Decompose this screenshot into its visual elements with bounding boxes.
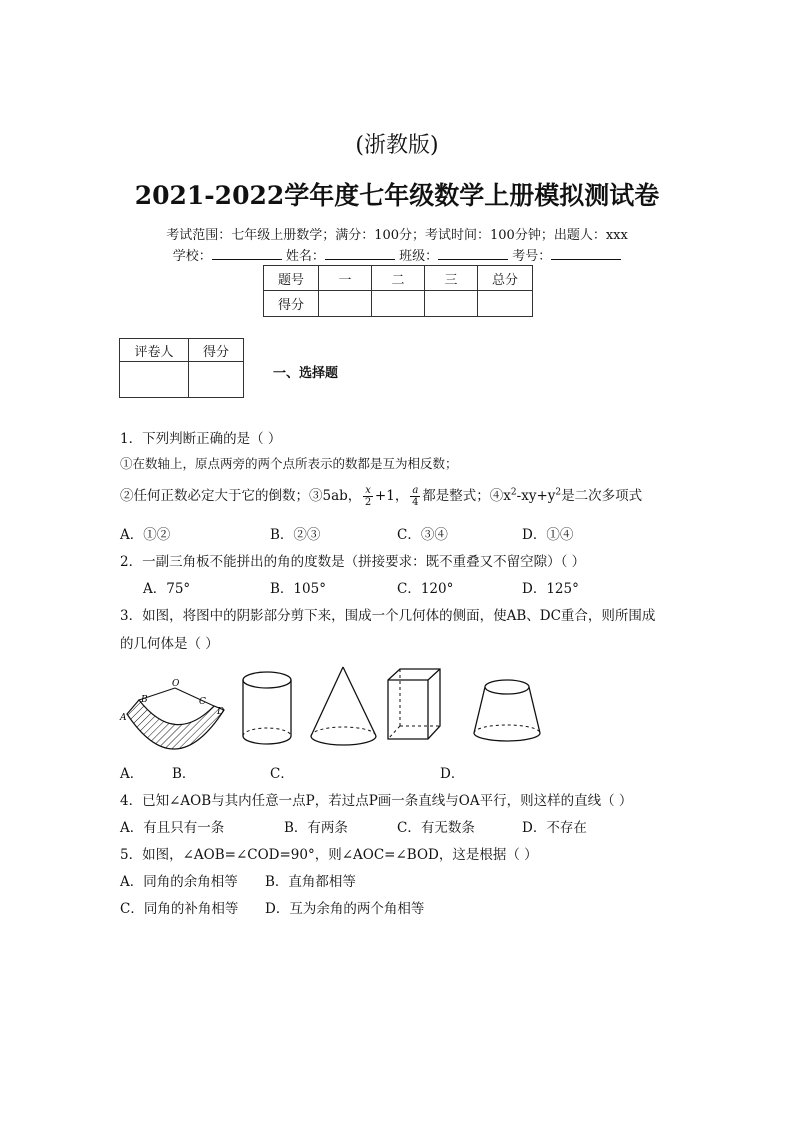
frac2-denominator: 4 <box>412 497 419 508</box>
label-a: A <box>120 713 127 723</box>
shaded-ring-region <box>127 700 224 749</box>
q1-line2-a: ②任何正数必定大于它的倒数；③5ab， <box>120 488 362 504</box>
score-table-header-row <box>264 266 533 291</box>
prism-figure <box>385 666 445 746</box>
score-header-cell: 一 <box>319 266 372 291</box>
q3-stem-line1: 3．如图，将图中的阴影部分剪下来，围成一个几何体的侧面，使AB、DC重合，则所围成 <box>120 608 656 624</box>
grader-header-row <box>120 339 244 362</box>
grader-header-cell: 评卷人 <box>120 339 189 362</box>
score-header-cell: 题号 <box>264 266 319 291</box>
score-table-score-row <box>264 291 533 317</box>
q1-line2-b: 都是整式；④x <box>422 488 511 504</box>
frac1-denominator: 2 <box>364 497 372 508</box>
q1-line2 <box>120 484 642 508</box>
score-table <box>263 265 533 317</box>
q4-option-a[interactable]: A．有且只有一条 <box>120 820 225 836</box>
q2-option-b[interactable]: B．105° <box>270 581 326 597</box>
q4-option-b[interactable]: B．有两条 <box>284 820 348 836</box>
cone-figure <box>307 664 382 749</box>
q5-option-a[interactable]: A．同角的余角相等 <box>120 874 238 890</box>
label-o: O <box>172 679 180 689</box>
q1-option-c[interactable]: C．③④ <box>397 527 448 543</box>
q1-line1: ①在数轴上，原点两旁的两个点所表示的数都是互为相反数； <box>120 456 458 471</box>
fraction-a-over-4 <box>410 485 420 508</box>
q4-option-c[interactable]: C．有无数条 <box>397 820 475 836</box>
frustum-figure <box>470 677 550 747</box>
q1-line2-d: 是二次多项式 <box>561 488 643 504</box>
exam-title: 2021-2022学年度七年级数学上册模拟测试卷 <box>134 181 660 210</box>
q2-option-c[interactable]: C．120° <box>397 581 454 597</box>
label-b: B <box>141 695 148 705</box>
q3-option-d[interactable]: D． <box>440 766 465 782</box>
score-cell[interactable] <box>319 291 372 317</box>
q4-stem: 4．已知∠AOB与其内任意一点P，若过点P画一条直线与OA平行，则这样的直线（ ） <box>120 793 633 809</box>
annular-sector-figure <box>117 676 237 756</box>
student-fields <box>0 245 794 264</box>
q1-stem: 1．下列判断正确的是（ ） <box>120 431 282 447</box>
score-header-cell: 三 <box>425 266 478 291</box>
cylinder-figure <box>240 670 300 750</box>
score-cell[interactable] <box>425 291 478 317</box>
q5-stem: 5．如图，∠AOB=∠COD=90°，则∠AOC=∠BOD，这是根据（ ） <box>120 847 538 863</box>
fraction-x-over-2 <box>363 485 373 508</box>
frac2-numerator: a <box>412 485 419 496</box>
grader-cell[interactable] <box>120 362 189 398</box>
edition-label: (浙教版) <box>355 133 439 158</box>
q1-line2-c: -xy+y <box>516 488 556 504</box>
q2-stem: 2．一副三角板不能拼出的角的度数是（拼接要求：既不重叠又不留空隙）（ ） <box>120 554 586 570</box>
school-blank[interactable] <box>212 247 282 260</box>
frac1-numerator: x <box>365 485 371 496</box>
q4-option-d[interactable]: D．不存在 <box>522 820 587 836</box>
grader-input-row <box>120 362 244 398</box>
q5-option-c[interactable]: C．同角的补角相等 <box>120 901 239 917</box>
q3-option-b[interactable]: B． <box>172 766 196 782</box>
grader-table <box>119 338 244 398</box>
grader-header-cell: 得分 <box>189 339 244 362</box>
exam-number-label: 考号： <box>512 249 552 264</box>
q3-stem-line2: 的几何体是（ ） <box>120 636 219 652</box>
class-label: 班级： <box>399 249 439 264</box>
q2-option-a[interactable]: A．75° <box>143 581 191 597</box>
q1-option-b[interactable]: B．②③ <box>270 527 321 543</box>
q5-option-d[interactable]: D．互为余角的两个角相等 <box>265 901 425 917</box>
exam-number-blank[interactable] <box>551 247 621 260</box>
exam-info: 考试范围：七年级上册数学；满分：100分；考试时间：100分钟；出题人：xxx <box>166 228 628 243</box>
school-label: 学校： <box>172 249 212 264</box>
score-cell[interactable] <box>478 291 533 317</box>
q5-option-b[interactable]: B．直角都相等 <box>265 874 356 890</box>
label-c: C <box>199 697 206 707</box>
q1-sup1: 2 <box>510 487 517 498</box>
q3-option-a[interactable]: A． <box>120 766 144 782</box>
q1-option-a[interactable]: A．①② <box>120 527 171 543</box>
label-d: D <box>217 707 225 717</box>
q1-option-d[interactable]: D．①④ <box>522 527 574 543</box>
name-blank[interactable] <box>325 247 395 260</box>
q2-option-d[interactable]: D．125° <box>522 581 579 597</box>
class-blank[interactable] <box>438 247 508 260</box>
score-cell[interactable] <box>372 291 425 317</box>
q3-option-c[interactable]: C． <box>270 766 294 782</box>
q1-sup2: 2 <box>555 487 562 498</box>
score-row-label: 得分 <box>264 291 319 317</box>
score-header-cell: 总分 <box>478 266 533 291</box>
score-header-cell: 二 <box>372 266 425 291</box>
grader-score-cell[interactable] <box>189 362 244 398</box>
name-label: 姓名： <box>285 249 325 264</box>
section-title: 一、选择题 <box>273 366 339 381</box>
q1-frac1-tail: +1， <box>374 488 409 504</box>
